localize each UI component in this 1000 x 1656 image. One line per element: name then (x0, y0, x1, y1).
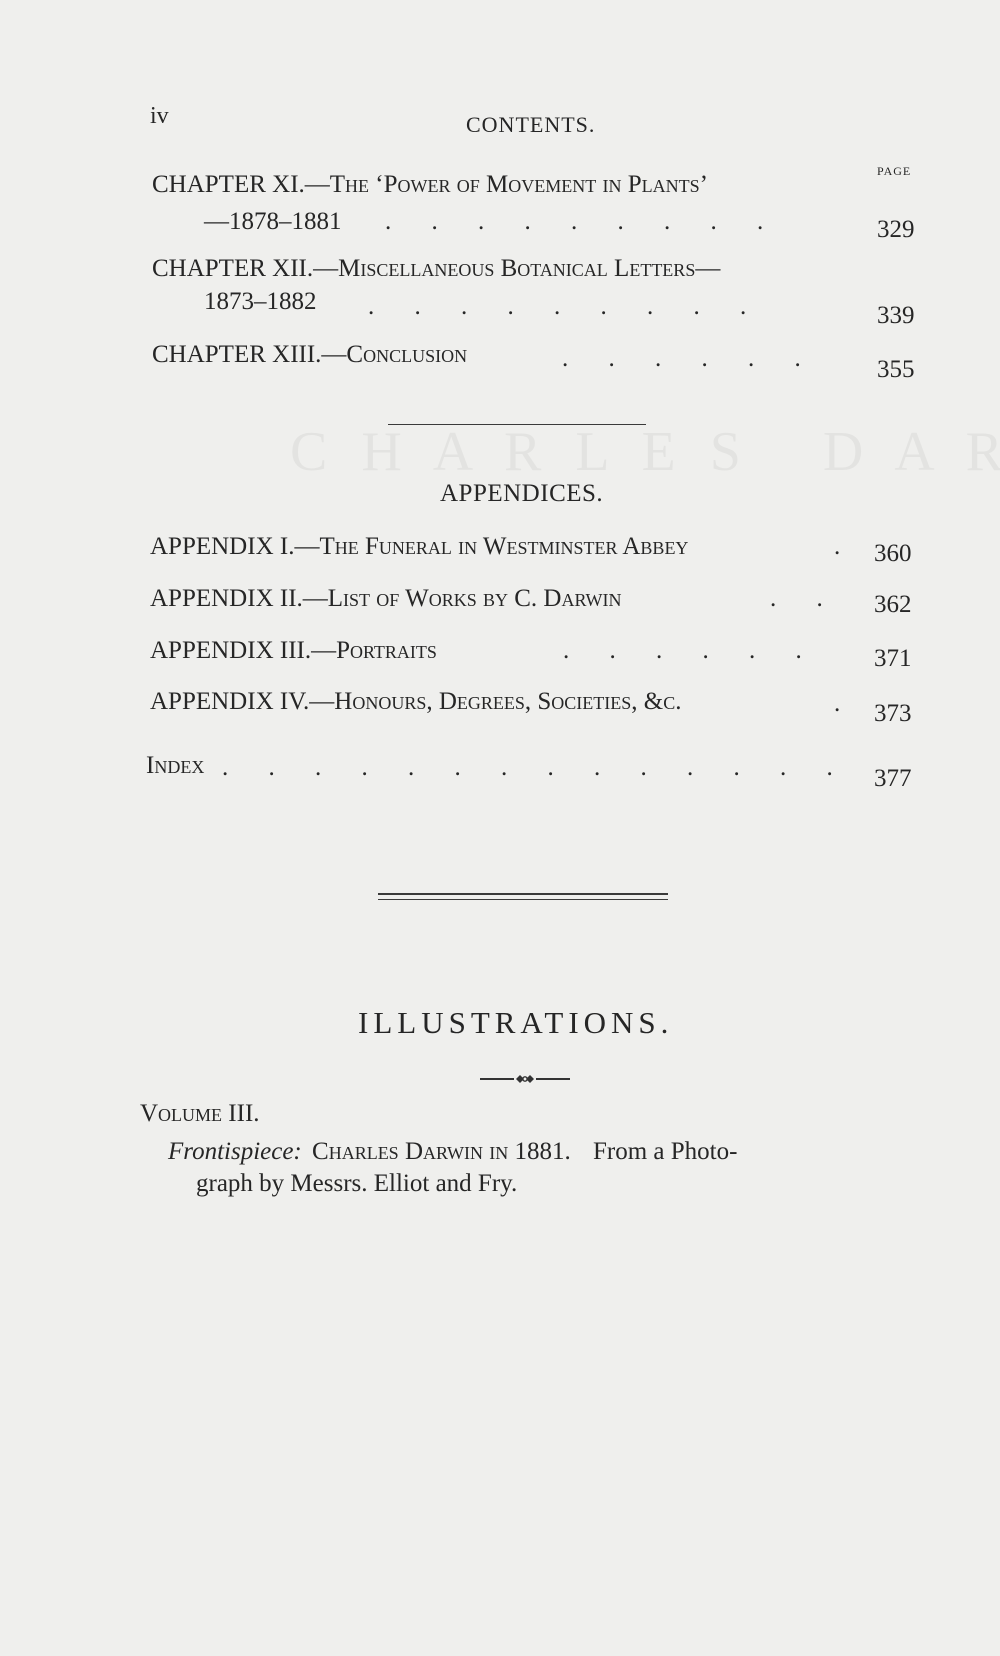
leader-dots: . (834, 533, 858, 560)
frontispiece-label: Frontispiece: (168, 1138, 302, 1165)
entry-title: APPENDIX IV.—Honours, Degrees, Societies, &c. (150, 688, 682, 715)
double-rule-bottom (378, 899, 668, 900)
leader-dots: . . . . . . . . . . . . . . (222, 754, 850, 781)
entry-title: APPENDIX III.—Portraits (150, 637, 437, 664)
entry-title: CHAPTER XI.—The ‘Power of Movement in Plants’ (152, 171, 708, 198)
leader-dots: . . . . . . . . . (368, 293, 764, 320)
frontispiece-source: From a Photo- (593, 1138, 738, 1165)
leader-dots: . . . . . . . . . (385, 208, 781, 235)
entry-title: APPENDIX I.—The Funeral in Westminster Abbey (150, 533, 689, 560)
leader-dots: . . . . . . (562, 345, 818, 372)
entry-title: CHAPTER XII.—Miscellaneous Botanical Letters— (152, 255, 721, 282)
page-number: 362 (874, 591, 912, 618)
frontispiece-line-1 (168, 1138, 737, 1166)
page-number: 373 (874, 700, 912, 727)
bleed-through-text (290, 420, 1000, 484)
page-number: 371 (874, 645, 912, 672)
volume-heading: Volume III. (140, 1100, 260, 1127)
page-number: 377 (874, 765, 912, 792)
page-number: 355 (877, 356, 915, 383)
page-number: 360 (874, 540, 912, 567)
section-rule (388, 424, 646, 425)
leader-dots: . (834, 690, 858, 717)
page-folio: iv (150, 103, 169, 129)
double-rule-top (378, 893, 668, 895)
appendices-heading: APPENDICES. (440, 480, 604, 507)
entry-title-continued: —1878–1881 (204, 208, 342, 235)
entry-title-continued: 1873–1882 (204, 288, 317, 315)
frontispiece-line-2: graph by Messrs. Elliot and Fry. (196, 1170, 518, 1197)
page-number: 329 (877, 216, 915, 243)
frontispiece-title: Charles Darwin in 1881. (312, 1138, 571, 1165)
page-number: 339 (877, 302, 915, 329)
leader-dots: . . . . . . (563, 637, 819, 664)
entry-title: APPENDIX II.—List of Works by C. Darwin (150, 585, 622, 612)
page-column-label: PAGE (877, 164, 912, 178)
entry-title: Index (146, 752, 205, 779)
illustrations-heading: ILLUSTRATIONS. (358, 1005, 674, 1040)
leader-dots: . . (770, 585, 840, 612)
entry-title: CHAPTER XIII.—Conclusion (152, 341, 468, 368)
ornamental-rule (480, 1072, 570, 1086)
running-head: CONTENTS. (466, 112, 596, 137)
